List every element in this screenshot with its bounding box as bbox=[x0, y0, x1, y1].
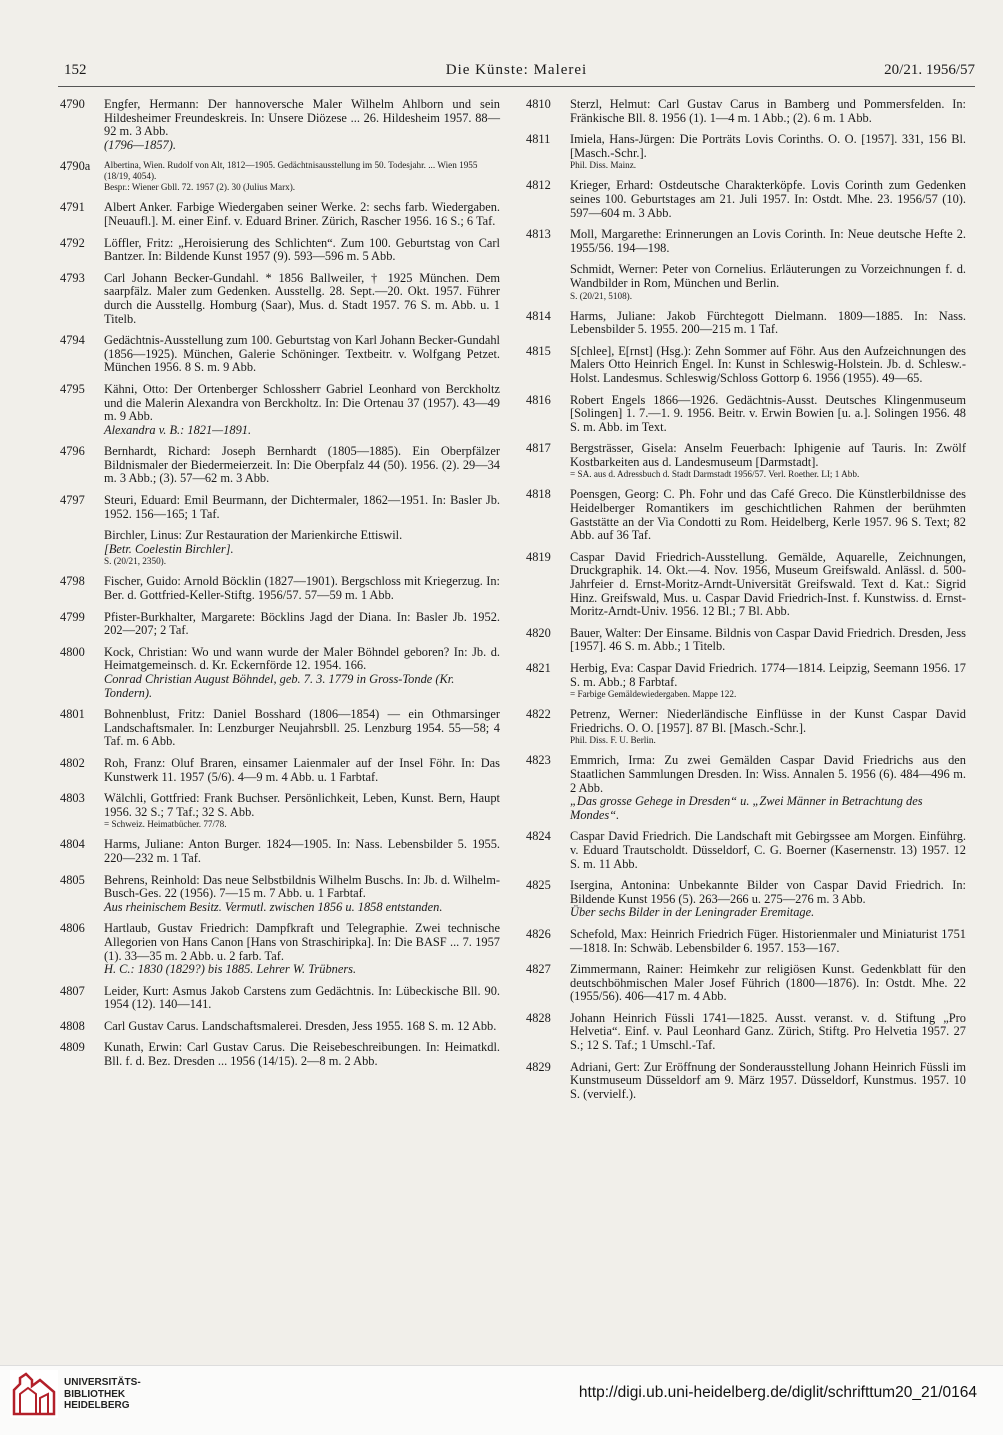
entry-number: 4824 bbox=[526, 829, 551, 844]
bibliography-entry bbox=[60, 838, 500, 865]
entry-number: 4826 bbox=[526, 926, 551, 941]
entry-text: Engfer, Hermann: Der hannoversche Maler Wilhelm Ahlborn und sein Hildesheimer Freundeskreis. In: Unsere Diözese ... 26. Hildesheim 1957. 88—92 m. 3 Abb. bbox=[104, 97, 500, 139]
bibliography-entry bbox=[526, 627, 966, 654]
entry-reference: = Farbige Gemäldewiedergaben. Mappe 122. bbox=[570, 689, 737, 700]
entry-text: Sterzl, Helmut: Carl Gustav Carus in Bamberg und Pommersfelden. In: Fränkische Bll. 8. 1956 (1). 1—4 m. 1 Abb.; (2). 6 m. 1 Abb. bbox=[570, 97, 966, 125]
entry-note: [Betr. Coelestin Birchler]. bbox=[104, 541, 234, 556]
bibliography-entry bbox=[526, 345, 966, 386]
entry-number: 4828 bbox=[526, 1010, 551, 1025]
entry-text: Caspar David Friedrich. Die Landschaft mit Gebirgssee am Morgen. Einführg. v. Eduard Trautscholdt. Düsseldorf, C. G. Boerner (Kasernenstr. 13) 1957. 12 S. m. 11 Abb. bbox=[570, 829, 966, 871]
entry-text: Kunath, Erwin: Carl Gustav Carus. Die Reisebeschreibungen. In: Heimatkdl. Bll. f. d. Bez. Dresden ... 1956 (14/15). 2—8 m. 2 Abb. bbox=[104, 1040, 500, 1069]
entry-number: 4805 bbox=[60, 872, 85, 887]
bibliography-entry bbox=[526, 179, 966, 220]
entry-text: Leider, Kurt: Asmus Jakob Carstens zum Gedächtnis. In: Lübeckische Bll. 90. 1954 (12). 140—141. bbox=[104, 983, 500, 1012]
entry-text: Gedächtnis-Ausstellung zum 100. Geburtstag von Karl Johann Becker-Gundahl (1856—1925). München, Galerie Schöninger. Textbeitr. v. Wolfgang Petzet. München 1956. 8 S. m. 9 Abb. bbox=[104, 333, 500, 375]
entry-number: 4803 bbox=[60, 791, 85, 806]
entry-reference: S. (20/21, 2350). bbox=[104, 556, 167, 567]
bibliography-entry bbox=[526, 708, 966, 746]
entry-note: H. C.: 1830 (1829?) bis 1885. Lehrer W. Trübners. bbox=[104, 962, 357, 977]
bibliography-entry bbox=[526, 394, 966, 435]
entry-reference: S. (20/21, 5108). bbox=[570, 290, 633, 301]
bibliography-entry bbox=[526, 310, 966, 337]
entry-number: 4790a bbox=[60, 159, 91, 174]
bibliography-entry bbox=[526, 754, 966, 822]
bibliography-entry bbox=[60, 494, 500, 521]
entry-text: Caspar David Friedrich-Ausstellung. Gemälde, Aquarelle, Zeichnungen, Druckgraphik. 14. Okt.—4. Nov. 1956, Museum Greifswald. Anlässl. d. 500-Jahrfeier d. Ernst-Moritz-Arndt-Universität Greifswald. Text d. Kat.: Sigrid Hinz. Greifswald, Mus. u. Caspar David Friedrich-Inst. f. Kunstwiss. d. Ernst-Moritz-Arndt-Univ. 1956. 12 Bl.; 7 Bl. Abb. bbox=[570, 549, 966, 619]
entry-reference: Bespr.: Wiener Gbll. 72. 1957 (2). 30 (Julius Marx). bbox=[104, 182, 296, 193]
entry-number: 4821 bbox=[526, 661, 551, 675]
entry-number: 4813 bbox=[526, 227, 551, 242]
library-name[interactable]: UNIVERSITÄTS- BIBLIOTHEK HEIDELBERG bbox=[64, 1377, 141, 1411]
entry-text: Hartlaub, Gustav Friedrich: Dampfkraft und Telegraphie. Zwei technische Allegorien von Hans Canon [Hans von Straschiripka]. In: Die BASF ... 7. 1957 (1). 33—35 m. 2 Abb. u. 2 farb. Taf. bbox=[104, 921, 500, 963]
entry-text: S[chlee], E[rnst] (Hsg.): Zehn Sommer auf Föhr. Aus den Aufzeichnungen des Malers Otto Heinrich Engel. In: Kunst in Schleswig-Holstein. Jb. d. Schlesw.-Holst. Landesmus. Schleswig/Schloss Gottorp 6. 1956 (1955). 49—65. bbox=[570, 343, 966, 385]
entry-number: 4797 bbox=[60, 493, 85, 508]
entry-number: 4827 bbox=[526, 962, 551, 977]
entry-text: Moll, Margarethe: Erinnerungen an Lovis Corinth. In: Neue deutsche Hefte 2. 1955/56. 194—198. bbox=[570, 227, 966, 255]
left-column bbox=[60, 98, 500, 1077]
bibliography-entry bbox=[60, 1041, 500, 1068]
entry-number: 4804 bbox=[60, 837, 85, 852]
bibliography-entry bbox=[526, 263, 966, 301]
entry-note: Über sechs Bilder in der Leningrader Eremitage. bbox=[570, 905, 815, 920]
entry-note: (1796—1857). bbox=[104, 137, 176, 152]
entry-text: Schmidt, Werner: Peter von Cornelius. Erläuterungen zu Vorzeichnungen f. d. Wandbilder in Rom, München und Berlin. bbox=[570, 262, 966, 290]
bibliography-entry bbox=[526, 1061, 966, 1102]
entry-text: Schefold, Max: Heinrich Friedrich Füger. Historienmaler und Miniaturist 1751—1818. In: Schwäb. Lebensbilder 6. 1957. 153—167. bbox=[570, 926, 966, 955]
entry-text: Pfister-Burkhalter, Margarete: Böcklins Jagd der Diana. In: Basler Jb. 1952. 202—207; 2 Taf. bbox=[104, 609, 500, 638]
bibliography-entry bbox=[60, 646, 500, 700]
entry-note: Aus rheinischem Besitz. Vermutl. zwischen 1856 u. 1858 entstanden. bbox=[104, 899, 443, 914]
entry-number: 4800 bbox=[60, 644, 85, 659]
entry-text: Bergsträsser, Gisela: Anselm Feuerbach: Iphigenie auf Tauris. In: Zwölf Kostbarkeiten aus d. Landesmuseum [Darmstadt]. bbox=[570, 441, 966, 469]
entry-text: Emmrich, Irma: Zu zwei Gemälden Caspar David Friedrichs aus den Staatlichen Sammlungen Dresden. In: Wiss. Annalen 5. 1956 (6). 484—496 m. 2 Abb. bbox=[570, 753, 966, 795]
entry-number: 4819 bbox=[526, 549, 551, 564]
entry-text: Behrens, Reinhold: Das neue Selbstbildnis Wilhelm Buschs. In: Jb. d. Wilhelm-Busch-Ges. 22 (1956). 7—15 m. 7 Abb. u. 1 Farbtaf. bbox=[104, 872, 500, 901]
running-header bbox=[58, 62, 975, 84]
entry-text: Bauer, Walter: Der Einsame. Bildnis von Caspar David Friedrich. Dresden, Jess [1957]. 46 S. m. Abb.; 1 Titelb. bbox=[570, 625, 966, 654]
entry-number: 4802 bbox=[60, 755, 85, 770]
entry-number: 4792 bbox=[60, 235, 85, 250]
entry-number: 4812 bbox=[526, 178, 551, 193]
entry-number: 4799 bbox=[60, 609, 85, 624]
entry-text: Steuri, Eduard: Emil Beurmann, der Dichtermaler, 1862—1951. In: Basler Jb. 1952. 156—165; 1 Taf. bbox=[104, 493, 500, 521]
entry-number: 4823 bbox=[526, 753, 551, 768]
entry-reference: Albertina, Wien. Rudolf von Alt, 1812—1905. Gedächtnisausstellung im 50. Todesjahr. ... Wien 1955 (18/19, 4054). bbox=[104, 160, 478, 182]
entry-reference: = Schweiz. Heimatbücher. 77/78. bbox=[104, 819, 227, 830]
bibliography-entry bbox=[60, 792, 500, 830]
header-rule bbox=[58, 86, 975, 87]
bibliography-entry bbox=[60, 383, 500, 437]
bibliography-entry bbox=[60, 160, 500, 193]
entry-number: 4791 bbox=[60, 200, 85, 215]
entry-text: Johann Heinrich Füssli 1741—1825. Ausst. veranst. v. d. Stiftung „Pro Helvetia“. Einf. v. Paul Leonhard Ganz. Zürich, Stiftg. Pro Helvetia 1957. 27 S.; 12 S. Taf.; 1 Umschl.-Taf. bbox=[570, 1010, 966, 1053]
document-url-link[interactable]: http://digi.ub.uni-heidelberg.de/diglit/schrifttum20_21/0164 bbox=[578, 1384, 977, 1401]
entry-number: 4810 bbox=[526, 97, 551, 111]
entry-text: Krieger, Erhard: Ostdeutsche Charakterköpfe. Lovis Corinth zum Gedenken seines 100. Geburtstages am 21. Juli 1957. In: Ostdt. Mhe. 23. 1956/57 (10). 597—604 m. 3 Abb. bbox=[570, 178, 966, 220]
entry-number: 4814 bbox=[526, 308, 551, 323]
entry-number: 4815 bbox=[526, 343, 551, 358]
bibliography-entry bbox=[60, 1020, 500, 1034]
bibliography-entry bbox=[60, 98, 500, 152]
entry-number: 4796 bbox=[60, 444, 85, 459]
bibliography-entry bbox=[526, 228, 966, 255]
entry-text: Bernhardt, Richard: Joseph Bernhardt (1805—1885). Ein Oberpfälzer Bildnismaler der Biedermeierzeit. In: Die Oberpfalz 44 (50). 1956. (2). 29—34 m. 3 Abb.; (3). 57—62 m. 3 Abb. bbox=[104, 444, 500, 486]
entry-text: Adriani, Gert: Zur Eröffnung der Sonderausstellung Johann Heinrich Füssli im Kunstmuseum Düsseldorf am 9. März 1957. Düsseldorf, Kunstmus. 1957. 10 S. (vervielf.). bbox=[570, 1059, 966, 1101]
entry-reference: = SA. aus d. Adressbuch d. Stadt Darmstadt 1956/57. Verl. Roether. LI; 1 Abb. bbox=[570, 469, 860, 480]
right-column bbox=[526, 98, 966, 1109]
entry-note: „Das grosse Gehege in Dresden“ u. „Zwei Männer in Betrachtung des Mondes“. bbox=[570, 794, 923, 822]
bibliography-entry bbox=[60, 334, 500, 375]
entry-reference: Phil. Diss. Mainz. bbox=[570, 160, 637, 171]
bibliography-entry bbox=[60, 445, 500, 486]
entry-text: Kähni, Otto: Der Ortenberger Schlossherr Gabriel Leonhard von Berckholtz und die Malerin Alexandra von Berckholtz. In: Die Ortenau 37 (1957). 43—49 m. 9 Abb. bbox=[104, 381, 500, 424]
bibliography-entry bbox=[60, 529, 500, 567]
bibliography-entry bbox=[526, 442, 966, 480]
bibliography-entry bbox=[60, 575, 500, 602]
entry-text: Kock, Christian: Wo und wann wurde der Maler Böhndel geboren? In: Jb. d. Heimatgemeinsch. d. Kr. Eckernförde 12. 1954. 166. bbox=[104, 644, 500, 673]
entry-text: Harms, Juliane: Jakob Fürchtegott Dielmann. 1809—1885. In: Nass. Lebensbilder 5. 1955. 200—215 m. 1 Taf. bbox=[570, 308, 966, 337]
bibliography-entry bbox=[60, 611, 500, 638]
entry-text: Imiela, Hans-Jürgen: Die Porträts Lovis Corinths. O. O. [1957]. 331, 156 Bl. [Masch.-Schr.]. bbox=[570, 132, 966, 160]
bibliography-entry bbox=[60, 237, 500, 264]
entry-number: 4820 bbox=[526, 625, 551, 640]
entry-text: Isergina, Antonina: Unbekannte Bilder von Caspar David Friedrich. In: Bildende Kunst 1956 (5). 263—266 u. 275—276 m. 3 Abb. bbox=[570, 878, 966, 906]
entry-text: Zimmermann, Rainer: Heimkehr zur religiösen Kunst. Gedenkblatt für den deutschböhmischen Maler Josef Führich (1800—1876). In: Ostdt. Mhe. 22 (1955/56). 406—417 m. 4 Abb. bbox=[570, 962, 966, 1004]
university-library-logo-icon[interactable] bbox=[10, 1370, 58, 1418]
entry-text: Roh, Franz: Oluf Braren, einsamer Laienmaler auf der Insel Föhr. In: Das Kunstwerk 11. 1957 (5/6). 4—9 m. 4 Abb. u. 1 Farbtaf. bbox=[104, 755, 500, 784]
entry-text: Herbig, Eva: Caspar David Friedrich. 1774—1814. Leipzig, Seemann 1956. 17 S. m. Abb.; 8 Farbtaf. bbox=[570, 661, 966, 689]
bibliography-entry bbox=[60, 201, 500, 228]
entry-text: Petrenz, Werner: Niederländische Einflüsse in der Kunst Caspar David Friedrichs. O. O. [1957]. 87 Bl. [Masch.-Schr.]. bbox=[570, 707, 966, 735]
bibliography-entry bbox=[526, 98, 966, 125]
bibliography-entry bbox=[60, 757, 500, 784]
bibliography-entry bbox=[526, 551, 966, 619]
entry-note: Alexandra v. B.: 1821—1891. bbox=[104, 422, 252, 437]
section-title: Die Künste: Malerei bbox=[445, 62, 588, 78]
bibliography-entry bbox=[60, 708, 500, 749]
entry-text: Albert Anker. Farbige Wiedergaben seiner Werke. 2: sechs farb. Wiedergaben. [Neuaufl.]. M. einer Einf. v. Eduard Briner. Zürich, Rascher 1956. 16 S.; 6 Taf. bbox=[104, 200, 500, 228]
entry-number: 4818 bbox=[526, 487, 551, 502]
entry-text: Carl Johann Becker-Gundahl. * 1856 Ballweiler, † 1925 München. Dem saarpfälz. Maler zum Gedenken. Ausstellg. 28. Sept.—20. Okt. 1957. Führer durch die Ausstellg. Homburg (Saar), Mus. d. Stadt 1957. 76 S. m. Abb. u. 1 Titelb. bbox=[104, 270, 500, 326]
entry-reference: Phil. Diss. F. U. Berlin. bbox=[570, 735, 656, 746]
entry-text: Harms, Juliane: Anton Burger. 1824—1905. In: Nass. Lebensbilder 5. 1955. 220—232 m. 1 Taf. bbox=[104, 837, 500, 865]
entry-number: 4806 bbox=[60, 921, 85, 936]
bibliography-entry bbox=[60, 922, 500, 976]
bibliography-entry bbox=[526, 830, 966, 871]
bibliography-entry bbox=[526, 133, 966, 171]
page-number: 152 bbox=[64, 62, 87, 78]
bibliography-entry bbox=[526, 928, 966, 955]
entry-number: 4807 bbox=[60, 983, 85, 998]
entry-number: 4811 bbox=[526, 132, 551, 147]
entry-text: Poensgen, Georg: C. Ph. Fohr und das Café Greco. Die Künstlerbildnisse des Heidelberger Romantikers im geschichtlichen Rahmen der berühmten Gaststätte an der Via Condotti zu Rom. Heidelberg, Kerle 1957. 96 S. Text; 82 Abb. auf 36 Taf. bbox=[570, 487, 966, 543]
entry-number: 4790 bbox=[60, 97, 85, 111]
bibliography-entry bbox=[60, 985, 500, 1012]
entry-number: 4808 bbox=[60, 1018, 85, 1033]
bibliography-entry bbox=[60, 874, 500, 915]
bibliography-entry bbox=[526, 879, 966, 920]
entry-number: 4822 bbox=[526, 707, 551, 722]
entry-text: Löffler, Fritz: „Heroisierung des Schlichten“. Zum 100. Geburtstag von Carl Bantzer. In: Bildende Kunst 1957 (9). 593—596 m. 5 Abb. bbox=[104, 235, 500, 264]
entry-number: 4795 bbox=[60, 381, 85, 396]
entry-text: Carl Gustav Carus. Landschaftsmalerei. Dresden, Jess 1955. 168 S. m. 12 Abb. bbox=[104, 1018, 497, 1033]
entry-note: Conrad Christian August Böhndel, geb. 7. 3. 1779 in Gross-Tonde (Kr. Tondern). bbox=[104, 672, 455, 700]
entry-text: Birchler, Linus: Zur Restauration der Marienkirche Ettiswil. bbox=[104, 528, 403, 543]
entry-text: Fischer, Guido: Arnold Böcklin (1827—1901). Bergschloss mit Kriegerzug. In: Ber. d. Gottfried-Keller-Stiftg. 1956/57. 57—59 m. 1 Abb. bbox=[104, 574, 500, 603]
bibliography-entry bbox=[526, 1012, 966, 1053]
entry-number: 4829 bbox=[526, 1059, 551, 1074]
entry-number: 4817 bbox=[526, 441, 551, 456]
entry-number: 4816 bbox=[526, 392, 551, 407]
entry-number: 4794 bbox=[60, 333, 85, 348]
entry-number: 4801 bbox=[60, 707, 85, 722]
entry-number: 4809 bbox=[60, 1040, 85, 1055]
entry-number: 4798 bbox=[60, 574, 85, 589]
entry-text: Robert Engels 1866—1926. Gedächtnis-Ausst. Deutsches Klingenmuseum [Solingen] 1. 7.—1. 9. 1956. Beitr. v. Erwin Bowien [u. a.]. Solingen 1956. 48 S. m. Abb. im Text. bbox=[570, 392, 966, 434]
bibliography-entry bbox=[526, 488, 966, 542]
bibliography-entry bbox=[526, 963, 966, 1004]
entry-number: 4825 bbox=[526, 878, 551, 893]
bibliography-entry bbox=[526, 662, 966, 700]
entry-text: Wälchli, Gottfried: Frank Buchser. Persönlichkeit, Leben, Kunst. Bern, Haupt 1956. 32 S.; 7 Taf.; 32 S. Abb. bbox=[104, 791, 500, 819]
bibliography-entry bbox=[60, 272, 500, 326]
entry-text: Bohnenblust, Fritz: Daniel Bosshard (1806—1854) — ein Othmarsinger Landschaftsmaler. In: Lenzburger Neujahrsbll. 25. Lenzburg 1954. 55—58; 4 Taf. m. 6 Abb. bbox=[104, 707, 500, 749]
entry-number: 4793 bbox=[60, 270, 85, 285]
volume-range: 20/21. 1956/57 bbox=[884, 62, 975, 78]
